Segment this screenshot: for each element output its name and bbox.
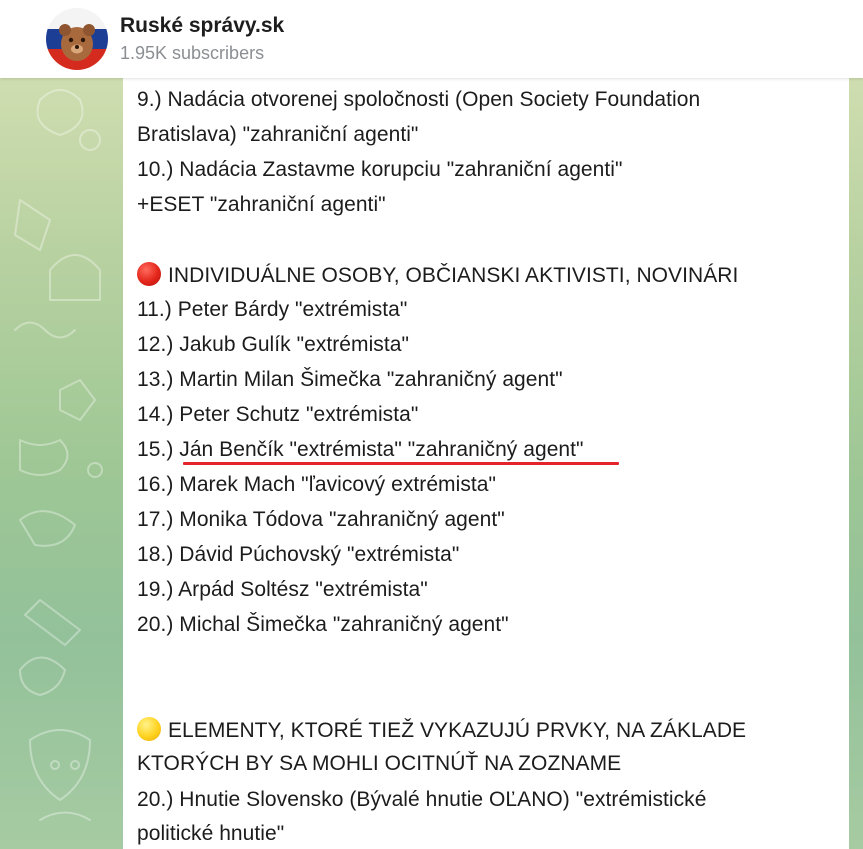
message-line: 9.) Nadácia otvorenej spoločnosti (Open Society Foundation bbox=[137, 88, 701, 111]
message-line: +ESET "zahraniční agenti" bbox=[137, 193, 386, 216]
section-heading-individuals bbox=[137, 262, 738, 288]
red-underline-mark bbox=[183, 462, 619, 465]
message-line: 20.) Michal Šimečka "zahraničný agent" bbox=[137, 613, 509, 636]
message-line: 19.) Arpád Soltész "extrémista" bbox=[137, 578, 428, 601]
section-heading-text: ELEMENTY, KTORÉ TIEŽ VYKAZUJÚ PRVKY, NA ZÁKLADE bbox=[168, 719, 747, 742]
message-line: 12.) Jakub Gulík "extrémista" bbox=[137, 333, 409, 356]
message-line: 11.) Peter Bárdy "extrémista" bbox=[137, 298, 408, 321]
section-heading-elements bbox=[137, 717, 746, 743]
message-line: 14.) Peter Schutz "extrémista" bbox=[137, 403, 419, 426]
message-line-highlighted: 15.) Ján Benčík "extrémista" "zahraničný agent" bbox=[137, 438, 584, 461]
message-line: 16.) Marek Mach "ľavicový extrémista" bbox=[137, 473, 496, 496]
message-line: Bratislava) "zahraniční agenti" bbox=[137, 123, 419, 146]
channel-avatar[interactable] bbox=[46, 8, 108, 70]
yellow-circle-icon bbox=[137, 717, 161, 741]
channel-title[interactable]: Ruské správy.sk bbox=[120, 14, 285, 37]
red-circle-icon bbox=[137, 262, 161, 286]
message-line: 13.) Martin Milan Šimečka "zahraničný agent" bbox=[137, 368, 563, 391]
message-line: 20.) Hnutie Slovensko (Bývalé hnutie OĽANO) "extrémistické bbox=[137, 788, 707, 811]
section-heading-text: INDIVIDUÁLNE OSOBY, OBČIANSKI AKTIVISTI, NOVINÁRI bbox=[168, 264, 739, 287]
subscriber-count: 1.95K subscribers bbox=[120, 43, 265, 63]
message-line: 10.) Nadácia Zastavme korupciu "zahraniční agenti" bbox=[137, 158, 623, 181]
bear-flag-avatar-icon bbox=[46, 8, 108, 70]
message-line: KTORÝCH BY SA MOHLI OCITNÚŤ NA ZOZNAME bbox=[137, 752, 622, 775]
message-line: politické hnutie" bbox=[137, 822, 285, 845]
message-line: 17.) Monika Tódova "zahraničný agent" bbox=[137, 508, 505, 531]
channel-header[interactable] bbox=[0, 0, 863, 78]
message-line: 18.) Dávid Púchovský "extrémista" bbox=[137, 543, 460, 566]
